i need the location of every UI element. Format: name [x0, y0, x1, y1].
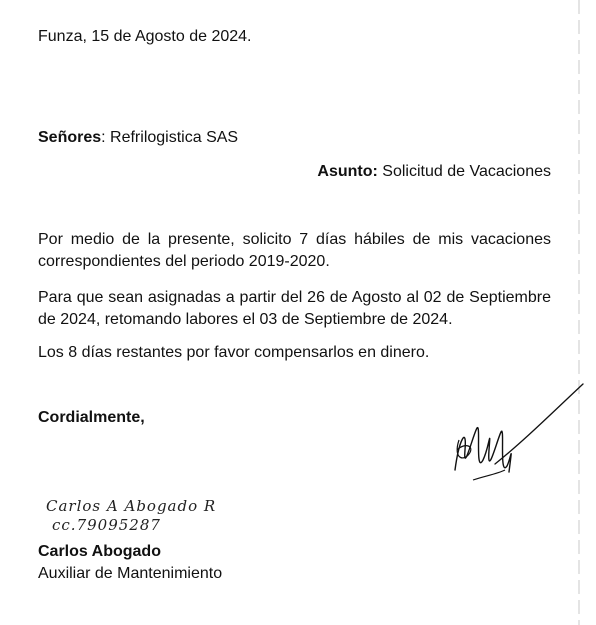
handwritten-name-block	[46, 497, 266, 547]
handwritten-name: Carlos A Abogado R	[46, 497, 217, 515]
date-line: Funza, 15 de Agosto de 2024.	[38, 28, 252, 45]
signer-title: Auxiliar de Mantenimiento	[38, 565, 223, 582]
signer-name: Carlos Abogado	[38, 543, 161, 560]
scan-edge-line	[578, 0, 580, 625]
closing: Cordialmente,	[38, 409, 145, 426]
handwritten-id: cc.79095287	[52, 516, 161, 534]
signature-scribble	[445, 380, 585, 500]
subject-label: Asunto:	[317, 163, 378, 180]
body-paragraph-3: Los 8 días restantes por favor compensarlos en dinero.	[38, 344, 430, 361]
subject-line	[317, 161, 551, 183]
recipient-line	[38, 127, 238, 149]
subject-value: Solicitud de Vacaciones	[377, 163, 551, 180]
recipient-value: : Refrilogistica SAS	[101, 129, 239, 146]
recipient-label: Señores	[38, 129, 102, 146]
body-paragraph-2: Para que sean asignadas a partir del 26 de Agosto al 02 de Septiembre de 2024, retomando labores el 03 de Septiembre de 2024.	[38, 289, 551, 328]
body-paragraph-1: Por medio de la presente, solicito 7 días hábiles de mis vacaciones correspondientes del periodo 2019-2020.	[38, 231, 551, 270]
